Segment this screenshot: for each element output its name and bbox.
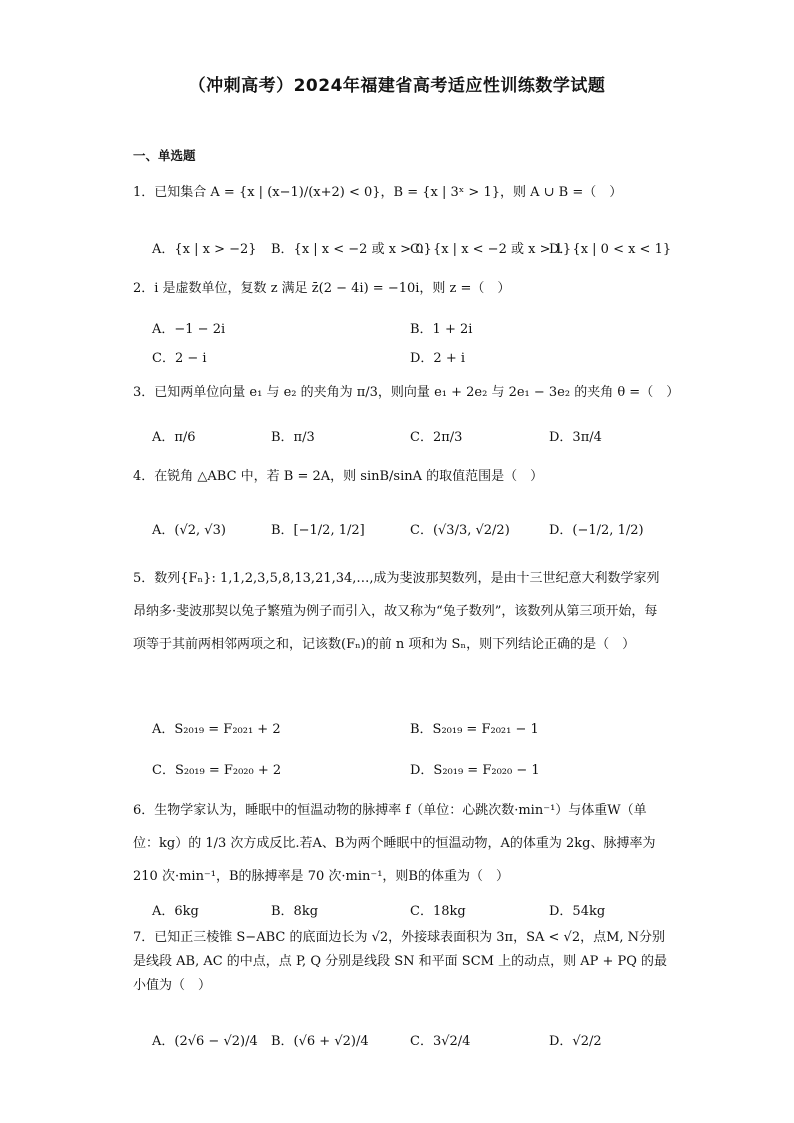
question-7-option-a[interactable]: A．(2√6 − √2)/4 (152, 1034, 258, 1049)
question-6-option-d[interactable]: D．54kg (549, 904, 606, 919)
page-title: （冲刺高考）2024年福建省高考适应性训练数学试题 (188, 76, 606, 96)
question-1-option-c[interactable]: C．{x | x < −2 或 x > 1} (410, 242, 572, 257)
question-4-option-d[interactable]: D．(−1/2, 1/2) (549, 523, 644, 538)
question-2-option-b[interactable]: B．1 + 2i (410, 322, 473, 337)
question-3-option-b[interactable]: B．π/3 (271, 430, 315, 445)
question-2-stem: 2．i 是虚数单位，复数 z 满足 z̄(2 − 4i) = −10i，则 z =（ ） (133, 281, 511, 296)
question-1-option-a[interactable]: A．{x | x > −2} (152, 242, 257, 257)
question-6-stem: 6．生物学家认为，睡眠中的恒温动物的脉搏率 f（单位：心跳次数·min⁻¹）与体重W（单位：kg）的 1/3 次方成反比.若A、B为两个睡眠中的恒温动物，A的体重为 2kg、脉搏率为 210 次·min⁻¹，B的脉搏率是 70 次·min⁻¹，则B的体重为（ ） (133, 803, 656, 884)
question-3-option-c[interactable]: C．2π/3 (410, 430, 463, 445)
question-5-option-b[interactable]: B．S₂₀₁₉ = F₂₀₂₁ − 1 (410, 722, 539, 737)
question-6-option-c[interactable]: C．18kg (410, 904, 466, 919)
question-7-option-c[interactable]: C．3√2/4 (410, 1034, 471, 1049)
question-7-option-b[interactable]: B．(√6 + √2)/4 (271, 1034, 369, 1049)
section-heading: 一、单选题 (133, 148, 196, 163)
question-6-option-a[interactable]: A．6kg (152, 904, 199, 919)
question-3-option-a[interactable]: A．π/6 (152, 430, 196, 445)
question-3-stem: 3．已知两单位向量 e₁ 与 e₂ 的夹角为 π/3，则向量 e₁ + 2e₂ 与 2e₁ − 3e₂ 的夹角 θ =（ ） (133, 385, 680, 400)
question-6-option-b[interactable]: B．8kg (271, 904, 319, 919)
question-2-option-c[interactable]: C．2 − i (152, 351, 207, 366)
question-4-stem: 4．在锐角 △ABC 中，若 B = 2A，则 sinB/sinA 的取值范围是（ ） (133, 469, 544, 484)
question-5-stem: 5．数列{Fₙ}: 1,1,2,3,5,8,13,21,34,…,成为斐波那契数列，是由十三世纪意大利数学家列昂纳多·斐波那契以兔子繁殖为例子而引入，故又称为“兔子数列”，该数列从第三项开始，每项等于其前两相邻两项之和，记该数(Fₙ)的前 n 项和为 Sₙ，则下列结论正确的是（ ） (133, 571, 660, 652)
question-5-option-c[interactable]: C．S₂₀₁₉ = F₂₀₂₀ + 2 (152, 763, 282, 778)
question-7-option-d[interactable]: D．√2/2 (549, 1034, 602, 1049)
question-1-option-d[interactable]: D．{x | 0 < x < 1} (549, 242, 672, 257)
question-4-option-b[interactable]: B．[−1/2, 1/2] (271, 523, 365, 538)
question-3-option-d[interactable]: D．3π/4 (549, 430, 602, 445)
question-2-option-a[interactable]: A．−1 − 2i (152, 322, 226, 337)
question-7-stem: 7．已知正三棱锥 S−ABC 的底面边长为 √2，外接球表面积为 3π，SA < √2，点M, N分别是线段 AB, AC 的中点，点 P, Q 分别是线段 SN 和平面 SCM 上的动点，则 AP + PQ 的最小值为（ ） (133, 930, 668, 993)
question-2-option-d[interactable]: D．2 + i (410, 351, 466, 366)
question-4-option-a[interactable]: A．(√2, √3) (152, 523, 226, 538)
question-5-option-d[interactable]: D．S₂₀₁₉ = F₂₀₂₀ − 1 (410, 763, 540, 778)
question-1-stem: 1．已知集合 A = {x | (x−1)/(x+2) < 0}，B = {x | 3ˣ > 1}，则 A ∪ B =（ ） (133, 185, 623, 200)
question-1-option-b[interactable]: B．{x | x < −2 或 x > 0} (271, 242, 432, 257)
question-4-option-c[interactable]: C．(√3/3, √2/2) (410, 523, 510, 538)
question-5-option-a[interactable]: A．S₂₀₁₉ = F₂₀₂₁ + 2 (152, 722, 281, 737)
